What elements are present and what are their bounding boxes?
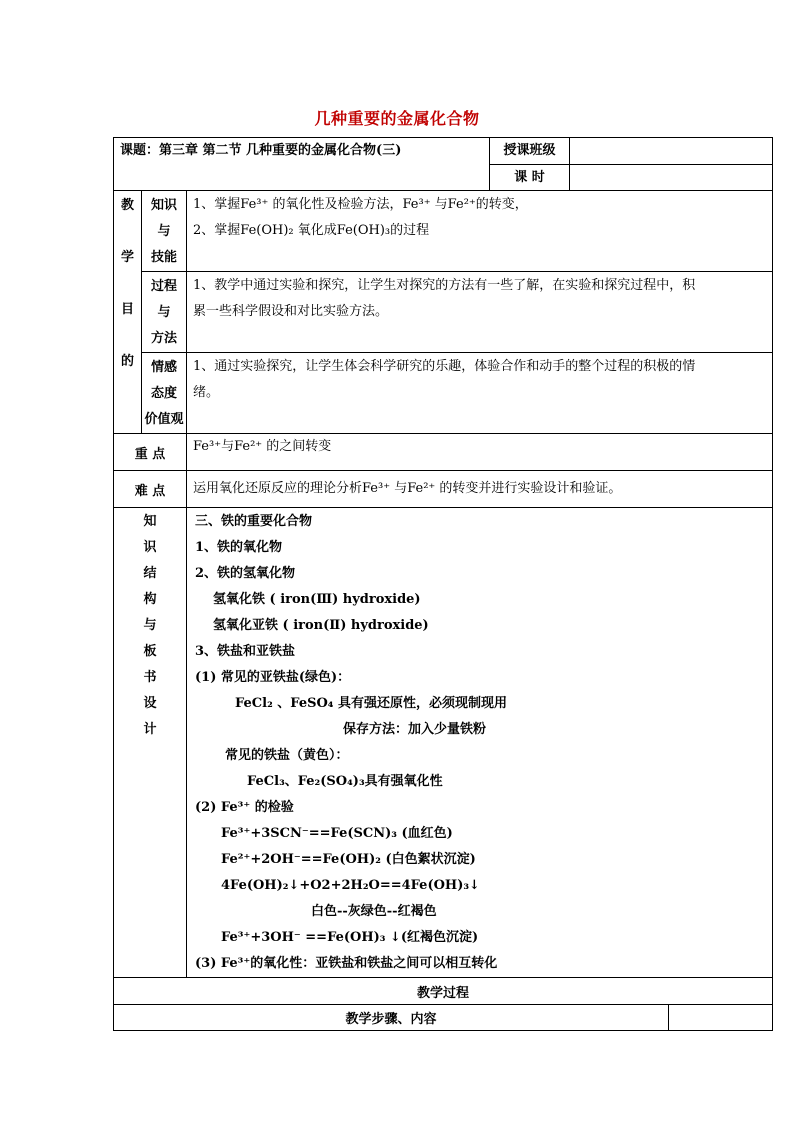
board-label-char: 设	[143, 696, 157, 711]
objective-line: 绪。	[193, 385, 220, 400]
objectives-label-cell	[114, 191, 142, 434]
objective-label-line: 技能	[150, 250, 177, 265]
objective-text-cell	[187, 191, 773, 272]
board-line: 白色--灰绿色--红褐色	[311, 904, 437, 919]
objective-row-attitude	[114, 353, 773, 434]
board-line: Fe³⁺+3SCN⁻==Fe(SCN)₃ (血红色)	[221, 826, 453, 841]
objective-label-line: 方法	[150, 331, 177, 346]
objective-label	[142, 272, 186, 352]
process-heading-row	[114, 978, 773, 1005]
hours-label-cell	[490, 165, 570, 191]
header-row-class	[114, 138, 773, 165]
topic-cell	[114, 138, 490, 191]
board-line: FeCl₃、Fe₂(SO₄)₃具有强氧化性	[247, 774, 443, 789]
difficulty-label: 难 点	[134, 483, 166, 499]
objective-text	[187, 272, 772, 325]
board-line: 4Fe(OH)₂↓+O2+2H₂O==4Fe(OH)₃↓	[221, 878, 480, 893]
objective-label-cell	[142, 272, 187, 353]
objective-line: 累一些科学假设和对比实验方法。	[193, 304, 389, 319]
board-line: 3、铁盐和亚铁盐	[195, 644, 296, 659]
steps-label-cell	[114, 1005, 669, 1031]
objective-line: 1、掌握Fe³⁺ 的氧化性及检验方法，Fe³⁺ 与Fe²⁺的转变，	[193, 197, 528, 212]
objectives-label	[114, 191, 141, 375]
board-label-cell	[114, 508, 187, 978]
objectives-label-char: 目	[120, 302, 134, 317]
board-label	[114, 508, 186, 743]
document-title: 几种重要的金属化合物	[314, 109, 480, 128]
objective-text	[187, 353, 772, 406]
difficulty-text: 运用氧化还原反应的理论分析Fe³⁺ 与Fe²⁺ 的转变并进行实验设计和验证。	[193, 481, 622, 496]
board-label-char: 与	[143, 618, 157, 633]
objective-label-cell	[142, 353, 187, 434]
board-line: 常见的铁盐（黄色）：	[225, 748, 349, 763]
objectives-label-char: 学	[120, 250, 134, 265]
objective-row-process	[114, 272, 773, 353]
objectives-label-char: 教	[120, 198, 134, 213]
board-line: Fe³⁺+3OH⁻ ==Fe(OH)₃ ↓(红褐色沉淀)	[221, 930, 479, 945]
process-steps-row	[114, 1005, 773, 1031]
board-design-row	[114, 508, 773, 978]
objective-label-line: 过程	[150, 279, 177, 294]
objective-text	[187, 191, 772, 244]
objective-label-line: 与	[157, 224, 171, 239]
objective-label-line: 知识	[150, 198, 177, 213]
objective-label-line: 价值观	[144, 412, 184, 427]
board-line: Fe²⁺+2OH⁻==Fe(OH)₂ (白色絮状沉淀)	[221, 852, 476, 867]
board-label-char: 板	[143, 644, 157, 659]
board-line: 氢氧化铁 ( iron(Ⅲ) hydroxide)	[213, 592, 421, 607]
board-label-char: 结	[143, 566, 157, 581]
objective-label	[142, 191, 186, 271]
objective-text-cell	[187, 272, 773, 353]
topic-text: 课题：第三章 第二节 几种重要的金属化合物(三)	[120, 143, 402, 158]
objective-line: 1、通过实验探究，让学生体会科学研究的乐趣，体验合作和动手的整个过程的积极的情	[193, 359, 696, 374]
objective-label	[142, 353, 186, 433]
steps-blank-cell	[669, 1005, 773, 1031]
board-label-char: 书	[143, 670, 157, 685]
board-line: (3) Fe³⁺的氧化性：亚铁盐和铁盐之间可以相互转化	[195, 956, 498, 971]
objective-line: 2、掌握Fe(OH)₂ 氧化成Fe(OH)₃的过程	[193, 223, 430, 238]
board-line: 保存方法：加入少量铁粉	[343, 722, 487, 737]
key-point-text: Fe³⁺与Fe²⁺ 的之间转变	[193, 439, 332, 454]
class-label-cell	[490, 138, 570, 165]
objective-label-line: 态度	[150, 386, 177, 401]
objective-label-line: 情感	[150, 360, 177, 375]
process-heading-cell	[114, 978, 773, 1005]
objective-text-cell	[187, 353, 773, 434]
class-value-cell[interactable]	[570, 138, 773, 165]
board-line: (2) Fe³⁺ 的检验	[195, 800, 294, 815]
key-point-text-cell	[187, 434, 773, 471]
objective-row-knowledge	[114, 191, 773, 272]
board-line: 三、铁的重要化合物	[195, 514, 313, 529]
difficulty-row	[114, 471, 773, 508]
key-point-row	[114, 434, 773, 471]
objective-label-line: 与	[157, 305, 171, 320]
hours-value-cell[interactable]	[570, 165, 773, 191]
board-line: 氢氧化亚铁 ( iron(Ⅱ) hydroxide)	[213, 618, 429, 633]
steps-label: 教学步骤、内容	[345, 1012, 437, 1027]
board-content	[187, 508, 772, 977]
board-content-cell	[187, 508, 773, 978]
lesson-plan-table	[113, 137, 773, 1031]
difficulty-text-cell	[187, 471, 773, 508]
board-label-char: 知	[143, 514, 157, 529]
board-label-char: 识	[143, 540, 157, 555]
key-point-label: 重 点	[134, 446, 166, 462]
board-line: 1、铁的氧化物	[195, 540, 283, 555]
key-point-label-cell	[114, 434, 187, 471]
board-label-char: 构	[143, 592, 157, 607]
objectives-label-char: 的	[120, 354, 134, 369]
board-line: 2、铁的氢氧化物	[195, 566, 296, 581]
board-label-char: 计	[143, 722, 157, 737]
board-line: (1) 常见的亚铁盐(绿色)：	[195, 670, 351, 685]
objective-label-cell	[142, 191, 187, 272]
class-label: 授课班级	[503, 143, 556, 158]
board-line: FeCl₂ 、FeSO₄ 具有强还原性，必须现制现用	[235, 696, 508, 711]
objective-line: 1、教学中通过实验和探究，让学生对探究的方法有一些了解，在实验和探究过程中，积	[193, 278, 696, 293]
process-heading: 教学过程	[417, 985, 470, 1001]
hours-label: 课 时	[514, 170, 545, 185]
difficulty-label-cell	[114, 471, 187, 508]
